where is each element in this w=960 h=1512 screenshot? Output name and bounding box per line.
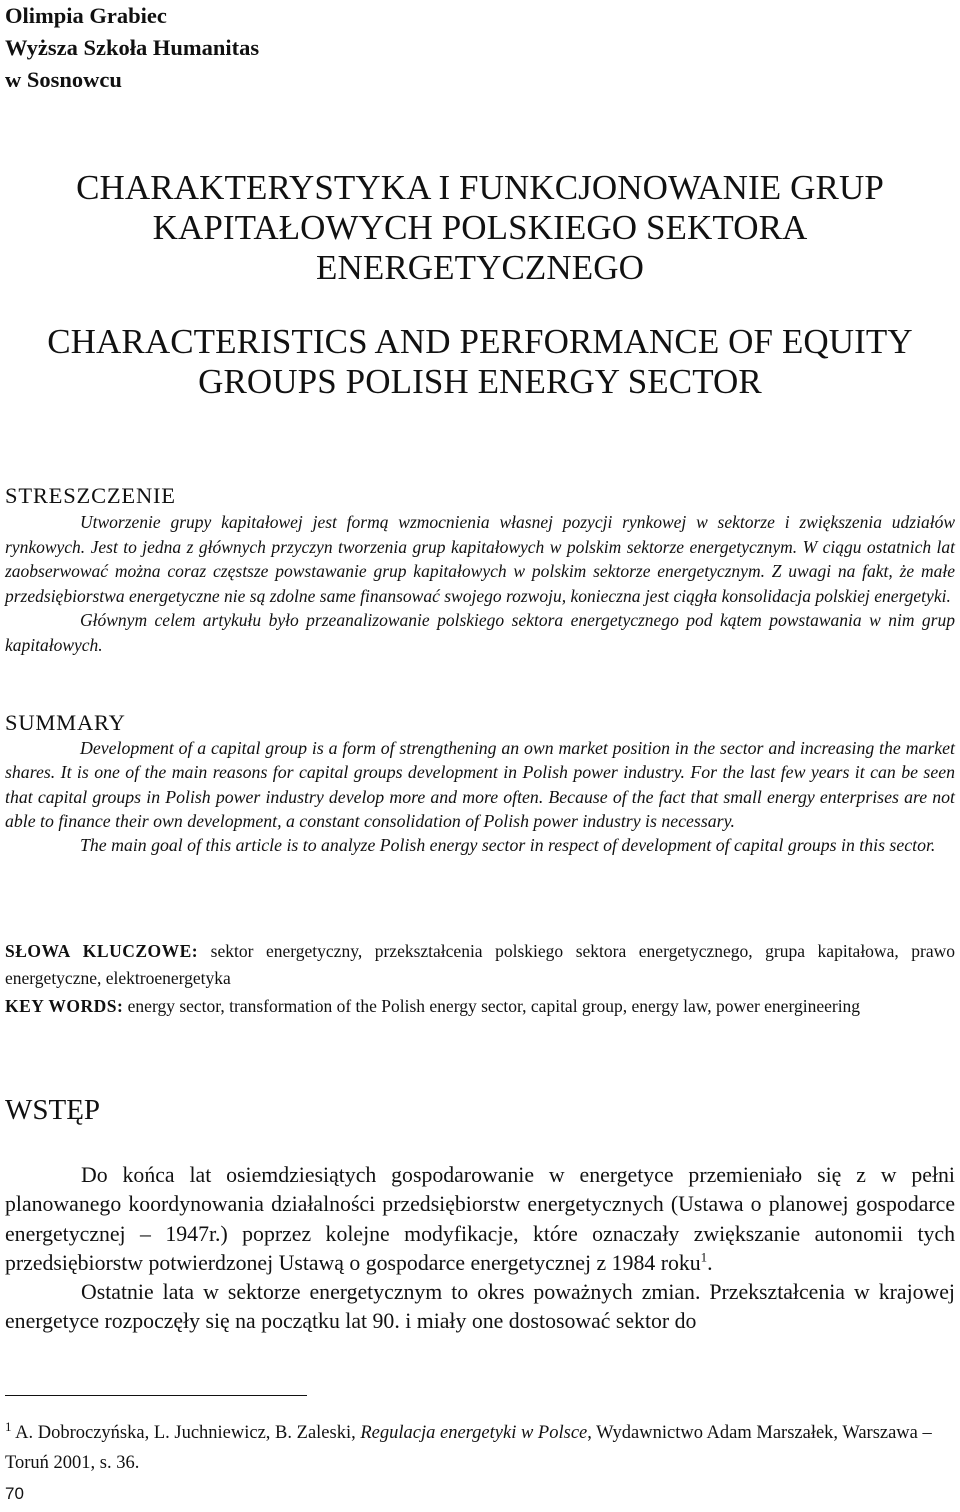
keywords-polish (5, 938, 955, 992)
abstract-paragraph: Głównym celem artykułu było przeanalizowanie polskiego sektora energetycznego pod kątem powstawania w nim grup kapitałowych. (5, 610, 955, 655)
keywords-text: energy sector, transformation of the Polish energy sector, capital group, energy law, power energineering (123, 996, 861, 1016)
abstract-paragraph: Utworzenie grupy kapitałowej jest formą wzmocnienia własnej pozycji rynkowej w sektorze i zwiększenia udziałów rynkowych. Jest to jedna z głównych przyczyn tworzenia grup kapitałowych w polskim sektorze energetycznym. W ciągu ostatnich lat zaobserwować można coraz częstsze powstawanie grup kapitałowych w polskim sektorze energetycznym. Z uwagi na fakt, że małe przedsiębiorstwa energetyczne nie są zdolne same finansować swojego rozwoju, konieczna jest ciągła konsolidacja polskiej energetyki. (5, 512, 955, 606)
page-number: 70 (5, 1484, 24, 1503)
abstract-polish (5, 510, 955, 658)
abstract-english (5, 736, 955, 857)
keywords-label: KEY WORDS: (5, 996, 124, 1016)
body-paragraph: Ostatnie lata w sektorze energetycznym to okres poważnych zmian. Przekształcenia w krajowej energetyce rozpoczęły się na początku lat 90. i miały one dostosować sektor do (5, 1280, 955, 1334)
summary-heading: SUMMARY (5, 710, 126, 735)
author-block (5, 0, 259, 96)
body-paragraph-end: . (707, 1250, 713, 1275)
title-english (0, 322, 960, 402)
body-paragraph (5, 1161, 955, 1278)
title-line: KAPITAŁOWYCH POLSKIEGO SEKTORA (152, 208, 808, 247)
title-polish (0, 168, 960, 288)
footnote-authors: A. Dobroczyńska, L. Juchniewicz, B. Zaleski, (11, 1423, 361, 1444)
author-city: w Sosnowcu (5, 67, 122, 92)
footnote-book-title: Regulacja energetyki w Polsce (360, 1423, 588, 1444)
footnote-divider (5, 1395, 307, 1396)
author-name: Olimpia Grabiec (5, 3, 167, 28)
intro-heading: WSTĘP (5, 1094, 101, 1126)
keywords-text: sektor energetyczny, przekształcenia polskiego sektora energetycznego, grupa kapitałowa, prawo energetyczne, elektroenergetyka (5, 941, 955, 988)
footnote-number: 1 (5, 1419, 12, 1434)
title-line: ENERGETYCZNEGO (315, 248, 645, 287)
title-line: GROUPS POLISH ENERGY SECTOR (198, 362, 762, 401)
footnote-publisher: , Wydawnictwo Adam Marszałek, Warszawa – Toruń 2001, s. 36. (5, 1423, 932, 1474)
abstract-paragraph: Development of a capital group is a form of strengthening an own market position in the sector and increasing the market shares. It is one of the main reasons for capital groups development in Polish power industry. For the last few years it can be seen that capital groups in Polish power industry develop more and more often. Because of the fact that small energy enterprises are not able to finance their own development, a constant consolidation of Polish power industry is necessary. (5, 738, 955, 831)
footnote (5, 1412, 955, 1478)
footnote-ref: 1 (700, 1249, 708, 1265)
intro-body (5, 1161, 955, 1337)
title-line: CHARACTERISTICS AND PERFORMANCE OF EQUITY (47, 322, 913, 361)
author-institution: Wyższa Szkoła Humanitas (5, 35, 260, 60)
body-paragraph-text: Do końca lat osiemdziesiątych gospodarowanie w energetyce przemieniało się z w pełni planowanego koordynowania działalności przedsiębiorstw energetycznych (Ustawa o planowej gospodarce energetycznej – 1947r.) poprzez kolejne modyfikacje, które oznaczały zwiększanie autonomii tych przedsiębiorstw potwierdzonej Ustawą o gospodarce energetycznej z 1984 roku (5, 1163, 955, 1275)
keywords-english (5, 993, 955, 1020)
streszczenie-heading: STRESZCZENIE (5, 483, 176, 508)
keywords-label: SŁOWA KLUCZOWE: (5, 941, 199, 961)
title-line: CHARAKTERYSTYKA I FUNKCJONOWANIE GRUP (76, 168, 884, 207)
abstract-paragraph: The main goal of this article is to analyze Polish energy sector in respect of development of capital groups in this sector. (80, 835, 936, 856)
